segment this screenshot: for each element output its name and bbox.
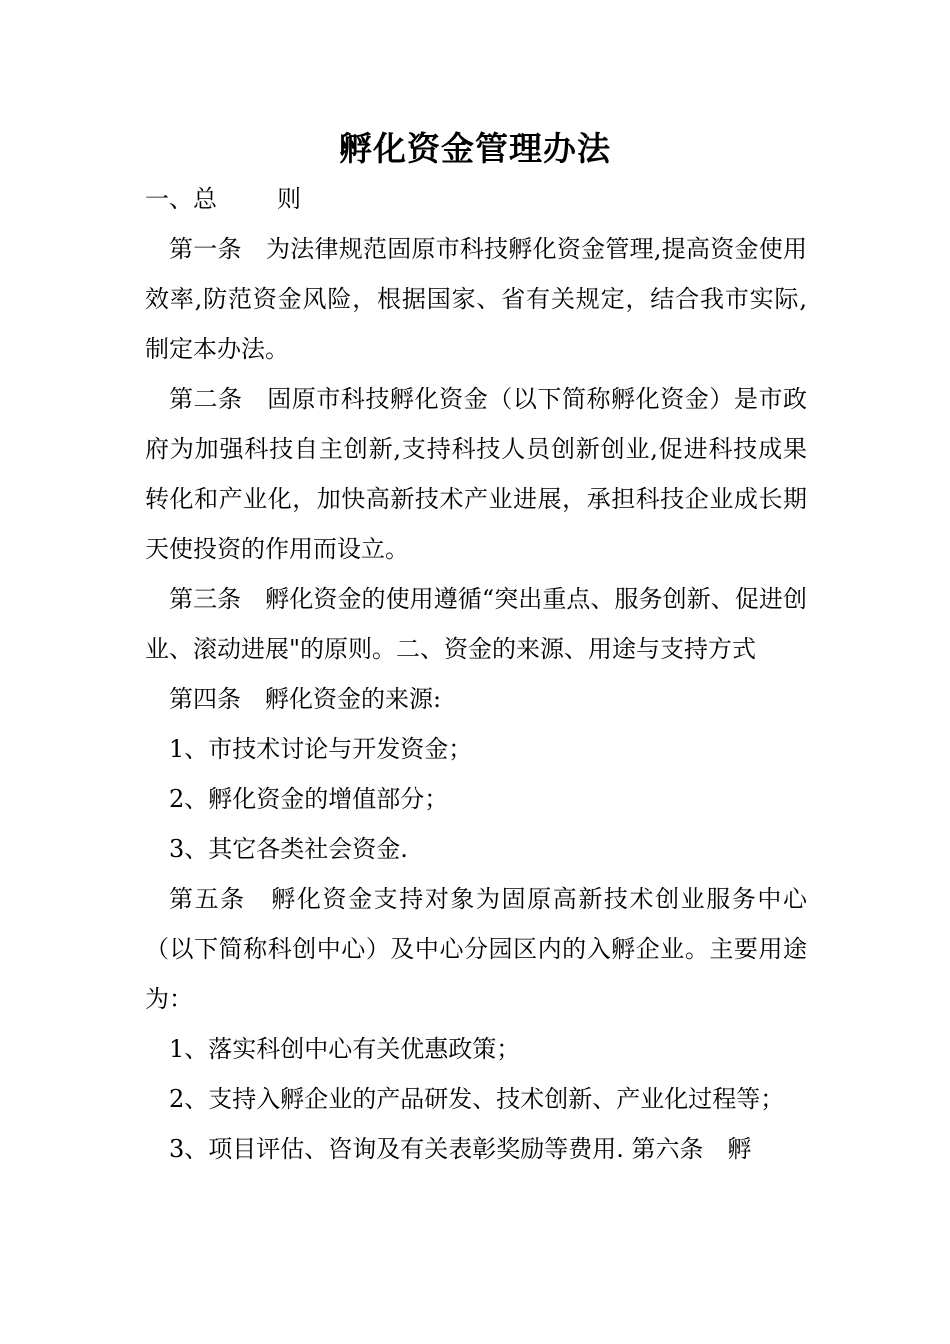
document-title: 孵化资金管理办法 <box>339 129 611 168</box>
list-item: 2、支持入孵企业的产品研发、技术创新、产业化过程等； <box>169 1085 785 1113</box>
article-4: 第四条 孵化资金的来源: <box>169 685 442 713</box>
section-heading <box>145 174 807 224</box>
document-body <box>145 174 807 1174</box>
article-3: 第三条 孵化资金的使用遵循“突出重点、服务创新、促进创业、滚动进展"的原则。二、资金的来源、用途与支持方式 <box>145 585 807 663</box>
list-item: 3、项目评估、咨询及有关表彰奖励等费用. 第六条 孵 <box>169 1135 752 1163</box>
list-item: 2、孵化资金的增值部分； <box>169 785 449 813</box>
section-heading-prefix: 一、总 <box>145 185 217 213</box>
article-5: 第五条 孵化资金支持对象为固原高新技术创业服务中心（以下简称科创中心）及中心分园区内的入孵企业。主要用途为： <box>145 885 807 1013</box>
list-item: 1、市技术讨论与开发资金； <box>169 735 473 763</box>
list-item: 1、落实科创中心有关优惠政策； <box>169 1035 521 1063</box>
list-item: 3、其它各类社会资金. <box>169 835 408 863</box>
article-1: 第一条 为法律规范固原市科技孵化资金管理,提高资金使用效率,防范资金风险，根据国家、省有关规定，结合我市实际,制定本办法。 <box>145 235 807 363</box>
section-heading-suffix: 则 <box>277 185 301 213</box>
article-2: 第二条 固原市科技孵化资金（以下简称孵化资金）是市政府为加强科技自主创新,支持科技人员创新创业,促进科技成果转化和产业化，加快高新技术产业进展，承担科技企业成长期天使投资的作用而设立。 <box>145 385 807 563</box>
